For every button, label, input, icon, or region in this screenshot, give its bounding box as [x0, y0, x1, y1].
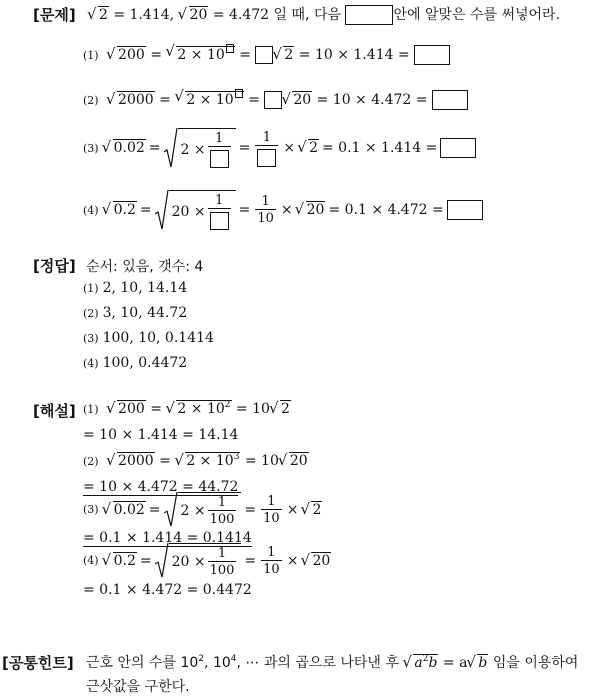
problem-item-3	[83, 128, 476, 168]
answer-box	[210, 212, 229, 230]
big-sqrt: 20 × 1	[155, 190, 236, 230]
answer-item-1: (1) 2, 10, 14.14	[83, 280, 188, 296]
answer-box	[414, 45, 450, 65]
times: ×	[280, 202, 293, 218]
equals: =	[159, 92, 171, 108]
problem-item-1	[83, 44, 450, 65]
sqrt-radicand: √ 0.02	[103, 140, 146, 156]
item-number: (4)	[83, 203, 99, 217]
answer-item-4: (4) 100, 0.4472	[83, 355, 188, 371]
intro-value-b: = 4.472	[212, 7, 270, 23]
big-sqrt: 2 × 1	[164, 128, 236, 168]
approx-expression: = 10 × 4.472 =	[316, 92, 428, 108]
problem-tag: [문제]	[33, 6, 76, 24]
solution-1-line2: = 10 × 1.414 = 14.14	[83, 427, 239, 443]
answer-meta: 순서: 있음, 갯수: 4	[86, 259, 204, 275]
equals: =	[150, 47, 162, 63]
solution-3-line2: = 0.1 × 1.414 = 0.1414	[83, 530, 252, 546]
sqrt-expression: √ 2 × 10	[175, 89, 243, 108]
item-number: (2)	[83, 94, 99, 107]
answer-item-3: (3) 100, 10, 0.1414	[83, 330, 214, 346]
answer-box	[264, 91, 282, 109]
problem-item-4	[83, 190, 483, 230]
equals: =	[148, 140, 161, 156]
sqrt-expression: √ 2 × 10	[166, 44, 234, 63]
equals: =	[239, 47, 251, 63]
solution-1-line1: (1) √ 200 = √ $2 \times 10^2 = 10√$ 2	[83, 401, 291, 417]
answer-box	[447, 200, 483, 220]
solution-2-line1: (2) √ 2000 = √ $2 \times 10^3 = 10√$ 20	[83, 453, 309, 469]
sqrt-small: √ 20	[282, 92, 312, 108]
approx-expression: = 0.1 × 4.472 =	[328, 202, 444, 218]
hint-line-1: 근호 안의 수를 $10^2$, $10^4$, ⋯ 과의 곱으로 나타낸 후 √ $a^2b = a√$ b 임을 이용하여	[86, 652, 578, 672]
answer-box	[432, 90, 468, 110]
solution-4-line2: = 0.1 × 4.472 = 0.4472	[83, 582, 252, 598]
approx-expression: = 0.1 × 1.414 =	[321, 140, 438, 156]
answer-box	[257, 149, 276, 167]
answer-box	[440, 138, 476, 158]
hint-tag: [공통힌트]	[2, 654, 74, 672]
sqrt-radicand: √ 0.2	[103, 202, 137, 218]
sqrt-radicand: √ 2000	[107, 92, 155, 108]
intro-text-b: 안에 알맞은 수를 써넣어라.	[393, 7, 561, 23]
sqrt-20: √ 20	[179, 7, 209, 23]
intro-text-a: 일 때, 다음	[273, 7, 341, 23]
exponent-box	[235, 89, 243, 98]
exponent-box	[226, 44, 234, 53]
answer-box	[210, 150, 229, 168]
fraction: 1	[208, 193, 231, 230]
solution-4-line1: (4) √ 0.2 = 20 × $\frac{1}{100}$ = $\frac{1}{10}$ × √ 20	[83, 543, 331, 578]
times: ×	[283, 140, 296, 156]
hint-line-2: 근삿값을 구한다.	[86, 679, 190, 695]
equals: =	[238, 202, 251, 218]
equals: =	[248, 92, 260, 108]
equals: =	[238, 140, 251, 156]
sqrt-small: √ 20	[296, 202, 326, 218]
item-number: (3)	[83, 141, 99, 155]
fraction: 1	[255, 130, 278, 167]
answer-box	[255, 46, 273, 64]
problem-item-2	[83, 89, 468, 110]
intro-value-a: = 1.414,	[113, 7, 175, 23]
sqrt-small: √ 2	[273, 47, 294, 63]
fraction: $\frac{1}{10}$	[257, 194, 274, 226]
fraction: 1	[208, 131, 231, 168]
approx-expression: = 10 × 1.414 =	[298, 47, 410, 63]
blank-box	[345, 5, 393, 25]
answer-tag: [정답]	[33, 257, 76, 275]
problem-intro	[88, 4, 560, 25]
solution-2-line2: = 10 × 4.472 = 44.72	[83, 479, 239, 495]
answer-item-2: (2) 3, 10, 44.72	[83, 305, 188, 321]
item-number: (1)	[83, 49, 99, 62]
solution-3-line1: (3) √ 0.02 = 2 × $\frac{1}{100}$ = $\frac{1}{10}$ × √ 2	[83, 492, 322, 527]
sqrt-radicand: √ 200	[107, 47, 146, 63]
solution-tag: [해설]	[33, 402, 76, 420]
equals: =	[139, 202, 152, 218]
sqrt-small: √ 2	[298, 140, 319, 156]
sqrt-2: √ 2	[88, 7, 109, 23]
